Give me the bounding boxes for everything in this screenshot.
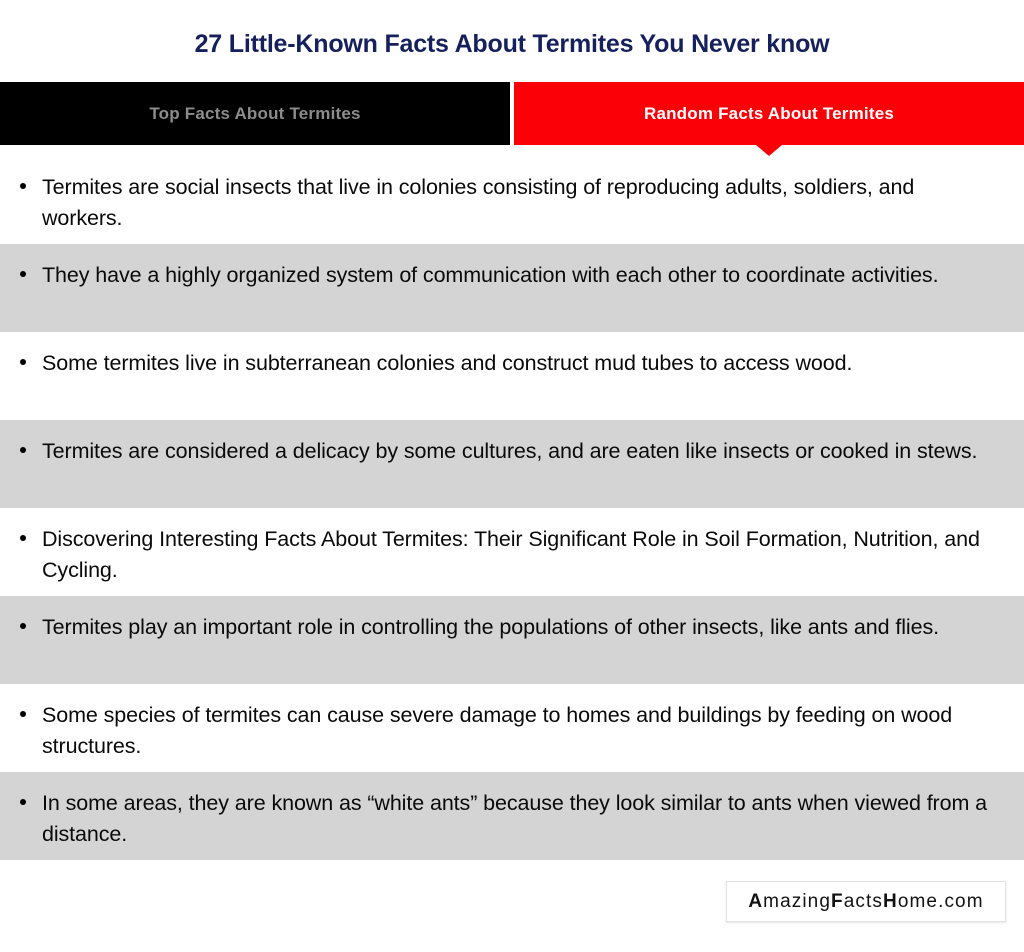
list-item [0, 596, 1024, 684]
list-item [0, 332, 1024, 420]
facts-list [0, 156, 1024, 860]
fact-text: Some species of termites can cause severe damage to homes and buildings by feeding on wood structures. [42, 703, 953, 758]
tab-bar [0, 82, 1024, 145]
fact-text: Discovering Interesting Facts About Termites: Their Significant Role in Soil Formation, Nutrition, and Cycling. [42, 527, 980, 582]
fact-text: Termites are considered a delicacy by some cultures, and are eaten like insects or cooked in stews. [42, 439, 978, 463]
list-item [0, 772, 1024, 860]
list-item [0, 508, 1024, 596]
bullet-icon [20, 799, 26, 805]
list-item [0, 244, 1024, 332]
page-title: 27 Little-Known Facts About Termites You Never know [194, 30, 830, 58]
bullet-icon [20, 711, 26, 717]
bullet-icon [20, 183, 26, 189]
active-tab-arrow-icon [756, 145, 782, 156]
bullet-icon [20, 271, 26, 277]
fact-text: Termites play an important role in controlling the populations of other insects, like ants and flies. [42, 615, 939, 639]
list-item [0, 156, 1024, 244]
tab-top-facts[interactable] [0, 82, 510, 145]
bullet-icon [20, 535, 26, 541]
site-watermark [726, 881, 1006, 922]
bullet-icon [20, 447, 26, 453]
bullet-icon [20, 623, 26, 629]
tab-random-facts-label: Random Facts About Termites [643, 103, 895, 123]
tab-random-facts[interactable] [514, 82, 1024, 145]
fact-text: Termites are social insects that live in colonies consisting of reproducing adults, soldiers, and workers. [42, 175, 915, 230]
list-item [0, 684, 1024, 772]
fact-text: Some termites live in subterranean colonies and construct mud tubes to access wood. [42, 351, 853, 375]
bullet-icon [20, 359, 26, 365]
list-item [0, 420, 1024, 508]
fact-text: They have a highly organized system of communication with each other to coordinate activities. [42, 263, 939, 287]
fact-text: In some areas, they are known as “white ants” because they look similar to ants when viewed from a distance. [42, 791, 988, 846]
tab-top-facts-label: Top Facts About Termites [149, 103, 361, 123]
watermark-text: AmazingFactsHome.com [748, 890, 984, 912]
